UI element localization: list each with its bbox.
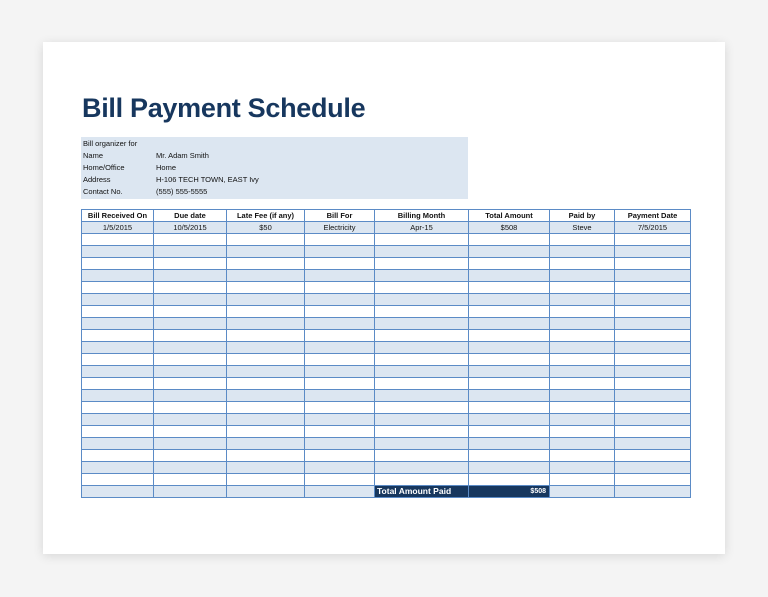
table-row	[82, 342, 691, 354]
table-row	[82, 234, 691, 246]
empty-cell[interactable]	[154, 438, 227, 450]
empty-cell[interactable]	[305, 234, 375, 246]
empty-cell[interactable]	[305, 378, 375, 390]
empty-cell[interactable]	[550, 258, 615, 270]
empty-cell[interactable]	[469, 318, 550, 330]
empty-cell[interactable]	[550, 474, 615, 486]
empty-cell[interactable]	[375, 234, 469, 246]
empty-cell[interactable]	[469, 234, 550, 246]
empty-cell[interactable]	[82, 306, 154, 318]
empty-cell[interactable]	[615, 414, 691, 426]
empty-cell[interactable]	[615, 270, 691, 282]
table-row	[82, 402, 691, 414]
empty-cell[interactable]	[375, 258, 469, 270]
total-row	[82, 486, 691, 498]
empty-cell[interactable]	[154, 390, 227, 402]
table-row	[82, 282, 691, 294]
empty-cell[interactable]	[154, 354, 227, 366]
empty-cell[interactable]	[82, 462, 154, 474]
empty-cell[interactable]	[375, 438, 469, 450]
table-cell[interactable]: Steve	[550, 222, 615, 234]
empty-cell[interactable]	[154, 234, 227, 246]
empty-cell[interactable]	[227, 450, 305, 462]
table-cell[interactable]: $508	[469, 222, 550, 234]
empty-cell[interactable]	[82, 438, 154, 450]
empty-cell[interactable]	[615, 330, 691, 342]
empty-cell[interactable]	[550, 282, 615, 294]
empty-cell[interactable]	[375, 270, 469, 282]
empty-cell[interactable]	[82, 294, 154, 306]
empty-cell[interactable]	[154, 282, 227, 294]
empty-cell[interactable]	[375, 414, 469, 426]
empty-cell[interactable]	[550, 294, 615, 306]
empty-cell[interactable]	[550, 378, 615, 390]
empty-cell[interactable]	[615, 294, 691, 306]
empty-cell[interactable]	[305, 258, 375, 270]
empty-cell[interactable]	[154, 414, 227, 426]
empty-cell[interactable]	[615, 426, 691, 438]
empty-cell[interactable]	[154, 366, 227, 378]
empty-cell[interactable]	[615, 258, 691, 270]
empty-cell[interactable]	[615, 342, 691, 354]
empty-cell[interactable]	[305, 402, 375, 414]
table-cell[interactable]: Apr-15	[375, 222, 469, 234]
info-value: Home	[156, 163, 177, 172]
table-row	[82, 414, 691, 426]
empty-cell[interactable]	[550, 450, 615, 462]
empty-cell[interactable]	[550, 438, 615, 450]
empty-cell[interactable]	[154, 486, 227, 498]
organizer-heading	[83, 138, 137, 150]
empty-cell[interactable]	[227, 246, 305, 258]
empty-cell[interactable]	[154, 378, 227, 390]
empty-cell[interactable]	[469, 342, 550, 354]
empty-cell[interactable]	[615, 474, 691, 486]
empty-cell[interactable]	[154, 342, 227, 354]
empty-cell[interactable]	[154, 330, 227, 342]
empty-cell[interactable]	[305, 474, 375, 486]
column-header: Due date	[154, 210, 227, 222]
empty-cell[interactable]	[227, 414, 305, 426]
empty-cell[interactable]	[375, 426, 469, 438]
empty-cell[interactable]	[375, 330, 469, 342]
empty-cell[interactable]	[469, 258, 550, 270]
empty-cell[interactable]	[615, 438, 691, 450]
empty-cell[interactable]	[375, 342, 469, 354]
empty-cell[interactable]	[550, 390, 615, 402]
empty-cell[interactable]	[469, 462, 550, 474]
empty-cell[interactable]	[550, 270, 615, 282]
empty-cell[interactable]	[375, 462, 469, 474]
table-cell[interactable]: 1/5/2015	[82, 222, 154, 234]
table-row	[82, 438, 691, 450]
empty-cell[interactable]	[82, 390, 154, 402]
empty-cell[interactable]	[375, 294, 469, 306]
page-title: Bill Payment Schedule	[82, 93, 366, 123]
empty-cell[interactable]	[154, 246, 227, 258]
empty-cell[interactable]	[375, 378, 469, 390]
info-value: H-106 TECH TOWN, EAST Ivy	[156, 175, 259, 184]
empty-cell[interactable]	[550, 426, 615, 438]
empty-cell[interactable]	[305, 306, 375, 318]
empty-cell[interactable]	[469, 354, 550, 366]
empty-cell[interactable]	[82, 246, 154, 258]
table-row	[82, 366, 691, 378]
empty-cell[interactable]	[227, 258, 305, 270]
table-row	[82, 330, 691, 342]
organizer-label: Bill organizer for	[83, 139, 138, 148]
empty-cell[interactable]	[469, 282, 550, 294]
column-header: Total Amount	[469, 210, 550, 222]
empty-cell[interactable]	[375, 246, 469, 258]
empty-cell[interactable]	[615, 246, 691, 258]
table-row	[82, 306, 691, 318]
empty-cell[interactable]	[550, 306, 615, 318]
table-row	[82, 390, 691, 402]
empty-cell[interactable]	[82, 270, 154, 282]
empty-cell[interactable]	[305, 426, 375, 438]
empty-cell[interactable]	[305, 486, 375, 498]
empty-cell[interactable]	[469, 426, 550, 438]
column-header: Billing Month	[375, 210, 469, 222]
empty-cell[interactable]	[615, 366, 691, 378]
empty-cell[interactable]	[550, 318, 615, 330]
empty-cell[interactable]	[375, 282, 469, 294]
empty-cell[interactable]	[375, 366, 469, 378]
empty-cell[interactable]	[550, 246, 615, 258]
table-row	[82, 222, 691, 234]
empty-cell[interactable]	[305, 354, 375, 366]
empty-cell[interactable]	[469, 306, 550, 318]
empty-cell[interactable]	[227, 366, 305, 378]
empty-cell[interactable]	[227, 462, 305, 474]
empty-cell[interactable]	[154, 474, 227, 486]
empty-cell[interactable]	[227, 318, 305, 330]
table-cell[interactable]: 7/5/2015	[615, 222, 691, 234]
empty-cell[interactable]	[615, 354, 691, 366]
empty-cell[interactable]	[615, 486, 691, 498]
table-row	[82, 474, 691, 486]
empty-cell[interactable]	[305, 294, 375, 306]
info-label: Address	[83, 175, 111, 184]
total-amount-value: $508	[469, 486, 550, 498]
column-header: Bill Received On	[82, 210, 154, 222]
table-cell[interactable]: $50	[227, 222, 305, 234]
info-label: Contact No.	[83, 187, 123, 196]
empty-cell[interactable]	[305, 342, 375, 354]
empty-cell[interactable]	[615, 318, 691, 330]
empty-cell[interactable]	[305, 390, 375, 402]
empty-cell[interactable]	[227, 390, 305, 402]
info-value: Mr. Adam Smith	[156, 151, 209, 160]
empty-cell[interactable]	[82, 342, 154, 354]
empty-cell[interactable]	[375, 306, 469, 318]
table-row	[82, 246, 691, 258]
empty-cell[interactable]	[82, 318, 154, 330]
empty-cell[interactable]	[550, 402, 615, 414]
table-row	[82, 258, 691, 270]
empty-cell[interactable]	[469, 474, 550, 486]
column-header: Payment Date	[615, 210, 691, 222]
empty-cell[interactable]	[305, 450, 375, 462]
empty-cell[interactable]	[615, 306, 691, 318]
empty-cell[interactable]	[227, 438, 305, 450]
empty-cell[interactable]	[469, 270, 550, 282]
empty-cell[interactable]	[82, 234, 154, 246]
empty-cell[interactable]	[227, 270, 305, 282]
empty-cell[interactable]	[227, 426, 305, 438]
empty-cell[interactable]	[615, 378, 691, 390]
empty-cell[interactable]	[154, 270, 227, 282]
empty-cell[interactable]	[82, 450, 154, 462]
empty-cell[interactable]	[305, 438, 375, 450]
empty-cell[interactable]	[469, 366, 550, 378]
empty-cell[interactable]	[82, 414, 154, 426]
empty-cell[interactable]	[469, 438, 550, 450]
table-row	[82, 294, 691, 306]
empty-cell[interactable]	[305, 318, 375, 330]
empty-cell[interactable]	[550, 414, 615, 426]
empty-cell[interactable]	[615, 462, 691, 474]
empty-cell[interactable]	[550, 486, 615, 498]
empty-cell[interactable]	[82, 354, 154, 366]
empty-cell[interactable]	[154, 450, 227, 462]
empty-cell[interactable]	[305, 246, 375, 258]
empty-cell[interactable]	[375, 354, 469, 366]
empty-cell[interactable]	[227, 282, 305, 294]
header-row	[82, 210, 691, 222]
empty-cell[interactable]	[550, 366, 615, 378]
empty-cell[interactable]	[227, 342, 305, 354]
total-amount-label: Total Amount Paid	[375, 486, 469, 498]
empty-cell[interactable]	[469, 378, 550, 390]
table-cell[interactable]: 10/5/2015	[154, 222, 227, 234]
column-header: Paid by	[550, 210, 615, 222]
empty-cell[interactable]	[615, 390, 691, 402]
empty-cell[interactable]	[154, 318, 227, 330]
table-row	[82, 426, 691, 438]
empty-cell[interactable]	[469, 414, 550, 426]
empty-cell[interactable]	[227, 486, 305, 498]
empty-cell[interactable]	[227, 354, 305, 366]
empty-cell[interactable]	[82, 474, 154, 486]
empty-cell[interactable]	[227, 378, 305, 390]
empty-cell[interactable]	[154, 402, 227, 414]
bill-schedule-table	[81, 209, 691, 498]
empty-cell[interactable]	[305, 282, 375, 294]
table-row	[82, 462, 691, 474]
empty-cell[interactable]	[82, 378, 154, 390]
column-header: Bill For	[305, 210, 375, 222]
empty-cell[interactable]	[375, 474, 469, 486]
empty-cell[interactable]	[375, 402, 469, 414]
empty-cell[interactable]	[469, 330, 550, 342]
table-row	[82, 354, 691, 366]
empty-cell[interactable]	[469, 402, 550, 414]
empty-cell[interactable]	[469, 390, 550, 402]
table-row	[82, 270, 691, 282]
empty-cell[interactable]	[154, 258, 227, 270]
document-sheet	[43, 42, 725, 554]
empty-cell[interactable]	[82, 282, 154, 294]
table-row	[82, 450, 691, 462]
empty-cell[interactable]	[375, 390, 469, 402]
empty-cell[interactable]	[375, 318, 469, 330]
empty-cell[interactable]	[227, 306, 305, 318]
empty-cell[interactable]	[82, 426, 154, 438]
table-cell[interactable]: Electricity	[305, 222, 375, 234]
empty-cell[interactable]	[550, 330, 615, 342]
empty-cell[interactable]	[227, 330, 305, 342]
column-header: Late Fee (if any)	[227, 210, 305, 222]
empty-cell[interactable]	[154, 306, 227, 318]
organizer-info-box	[81, 137, 468, 199]
empty-cell[interactable]	[227, 234, 305, 246]
empty-cell[interactable]	[82, 258, 154, 270]
empty-cell[interactable]	[305, 462, 375, 474]
empty-cell[interactable]	[550, 342, 615, 354]
table-row	[82, 318, 691, 330]
empty-cell[interactable]	[82, 366, 154, 378]
empty-cell[interactable]	[227, 294, 305, 306]
empty-cell[interactable]	[305, 414, 375, 426]
empty-cell[interactable]	[615, 282, 691, 294]
empty-cell[interactable]	[615, 234, 691, 246]
empty-cell[interactable]	[550, 354, 615, 366]
info-label: Name	[83, 151, 104, 160]
empty-cell[interactable]	[154, 294, 227, 306]
empty-cell[interactable]	[615, 402, 691, 414]
empty-cell[interactable]	[154, 426, 227, 438]
table-row	[82, 378, 691, 390]
empty-cell[interactable]	[154, 462, 227, 474]
empty-cell[interactable]	[550, 462, 615, 474]
empty-cell[interactable]	[82, 486, 154, 498]
empty-cell[interactable]	[82, 330, 154, 342]
empty-cell[interactable]	[550, 234, 615, 246]
empty-cell[interactable]	[305, 366, 375, 378]
empty-cell[interactable]	[469, 294, 550, 306]
info-label: Home/Office	[83, 163, 125, 172]
empty-cell[interactable]	[305, 330, 375, 342]
info-value: (555) 555-5555	[156, 187, 208, 196]
empty-cell[interactable]	[469, 450, 550, 462]
empty-cell[interactable]	[615, 450, 691, 462]
empty-cell[interactable]	[227, 474, 305, 486]
empty-cell[interactable]	[469, 246, 550, 258]
empty-cell[interactable]	[375, 450, 469, 462]
empty-cell[interactable]	[305, 270, 375, 282]
empty-cell[interactable]	[82, 402, 154, 414]
empty-cell[interactable]	[227, 402, 305, 414]
